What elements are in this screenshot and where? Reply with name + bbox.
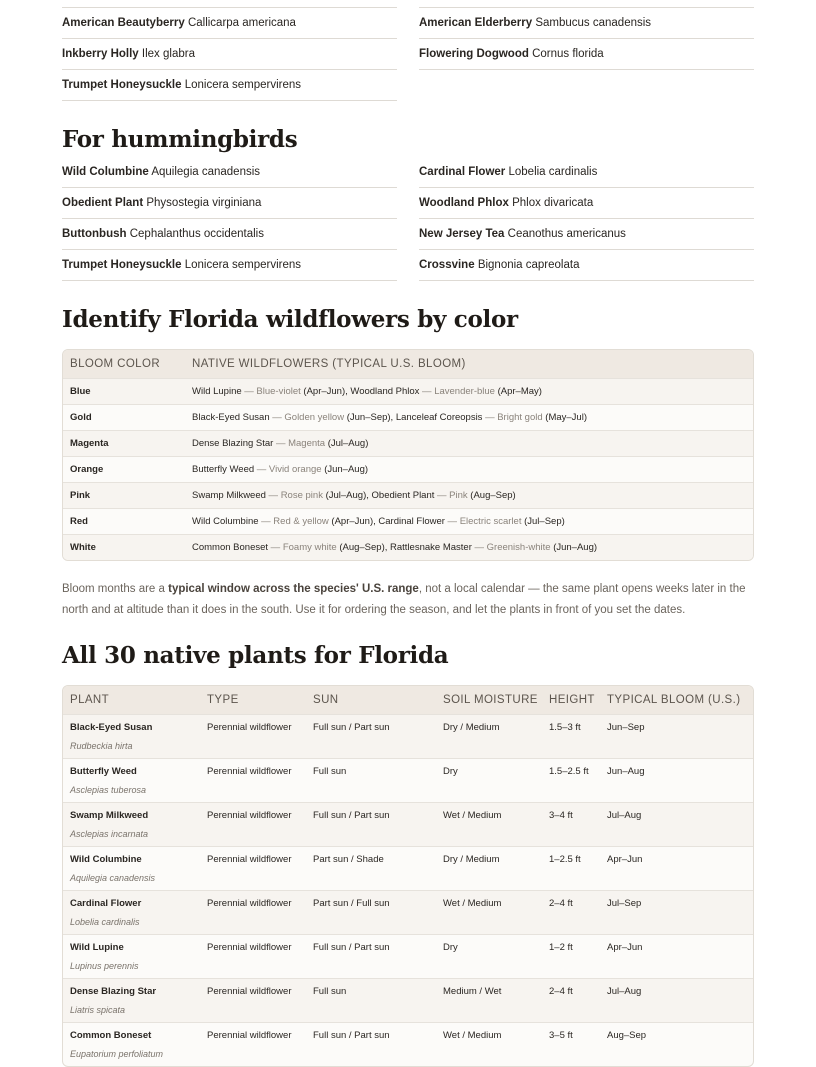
flower-name-and-months: Wild Lupine [192,386,242,397]
plant-common-name: Crossvine [419,259,475,271]
bloom-color-row [63,508,753,534]
plant-cell [63,803,207,846]
flower-name-and-months: (Jun–Aug) [553,542,598,553]
flower-name-and-months: Swamp Milkweed [192,490,266,501]
bloom-color-wildflowers [192,542,753,553]
plant-bloom: Jul–Sep [607,898,642,909]
bloom-color-row [63,404,753,430]
flower-name-and-months: (Apr–May) [497,386,542,397]
flower-color-description: — Bright gold [482,412,546,423]
plant-pair-item [62,157,397,188]
bloom-color-name: Orange [70,464,104,475]
plant-bloom: Jun–Aug [607,766,645,777]
plant-table-row [63,934,753,978]
flower-color-description: — Greenish-white [471,542,554,553]
plant-cell [63,847,207,890]
bloom-color-name: Pink [70,490,91,501]
plant-height: 1–2 ft [549,942,573,953]
plants-header-height: HEIGHT [549,694,595,706]
plants-header-soil-moisture: SOIL MOISTURE [443,694,538,706]
plant-table-row [63,846,753,890]
flower-name-and-months: (Apr–Jun), Woodland Phlox [303,386,420,397]
plant-sun: Full sun / Part sun [313,1030,390,1041]
flower-name-and-months: Butterfly Weed [192,464,255,475]
plant-scientific-name: Liatris spicata [70,1005,126,1015]
flower-name-and-months: (Jul–Sep) [524,516,565,527]
bloom-color-row [63,430,753,456]
plant-cell [63,759,207,802]
flower-color-description: — Magenta [273,438,328,449]
bloom-color-wildflowers [192,438,753,449]
plant-common-name: Cardinal Flower [419,166,506,178]
plant-sun: Full sun / Part sun [313,722,390,733]
plant-scientific-name: Lonicera sempervirens [184,79,302,91]
flower-color-description: — Vivid orange [254,464,325,475]
plant-pair-item [419,157,754,188]
plant-pair-item [419,219,754,250]
plant-pair-item [419,250,754,281]
flower-color-description: — Rose pink [265,490,326,501]
plant-sun: Full sun / Part sun [313,810,390,821]
plant-scientific-name: Cornus florida [532,48,604,60]
hummingbirds-heading: For hummingbirds [62,126,298,153]
plant-soil-moisture: Wet / Medium [443,810,502,821]
bloom-color-wildflowers [192,412,753,423]
plant-bloom: Jun–Sep [607,722,645,733]
plants-header-sun: SUN [313,694,339,706]
bloom-color-wildflowers [192,464,753,475]
plant-height: 3–4 ft [549,810,573,821]
plant-soil-moisture: Dry / Medium [443,722,500,733]
plant-scientific-name: Ilex glabra [141,48,195,60]
plant-common-name: Buttonbush [62,228,127,240]
plant-scientific-name: Sambucus canadensis [535,17,652,29]
flower-color-description: — Red & yellow [258,516,332,527]
note-text-bold: typical window across the species' U.S. range [168,583,419,595]
plant-pair-item [419,0,754,8]
bloom-color-wildflowers [192,490,753,501]
plant-common-name: Flowering Dogwood [419,48,529,60]
bloom-color-wildflowers [192,386,753,397]
plant-scientific-name: Lonicera sempervirens [184,259,302,271]
plant-pair-item [419,39,754,70]
plant-scientific-name: Physostegia virginiana [146,197,262,209]
plant-table-row [63,714,753,758]
plant-soil-moisture: Medium / Wet [443,986,502,997]
flower-name-and-months: (Aug–Sep), Rattlesnake Master [339,542,472,553]
plant-scientific-name: Callicarpa americana [187,17,296,29]
plant-sun: Full sun [313,766,347,777]
plant-common-name: Trumpet Honeysuckle [62,259,182,271]
plant-type: Perennial wildflower [207,1030,292,1041]
plant-type: Perennial wildflower [207,942,292,953]
plant-sun: Full sun / Part sun [313,942,390,953]
plant-bloom: Jul–Aug [607,986,642,997]
plant-height: 1.5–2.5 ft [549,766,589,777]
plant-scientific-name: Phlox divaricata [512,197,594,209]
plant-soil-moisture: Dry [443,766,458,777]
note-text-after: , not a local calendar — the same plant opens weeks later in the north and at altitude than it does in the south. Use it for ordering the season, and let the plants in front of you set the dates. [62,583,746,616]
flower-name-and-months: Black-Eyed Susan [192,412,270,423]
plants-header-plant: PLANT [70,694,110,706]
bloom-color-name: Red [70,516,88,527]
bloom-color-table-header [63,350,753,378]
bloom-color-table [62,349,754,561]
flower-name-and-months: (Aug–Sep) [470,490,516,501]
top-left-column [62,0,397,101]
header-bloom-color: BLOOM COLOR [70,358,161,370]
plant-pair-item [62,250,397,281]
plant-bloom: Apr–Jun [607,854,643,865]
plant-cell [63,935,207,978]
plant-height: 3–5 ft [549,1030,573,1041]
plant-pair-item [62,39,397,70]
plant-common-name: Wild Columbine [70,854,142,865]
plant-table-row [63,758,753,802]
plant-common-name: Wild Columbine [62,166,149,178]
top-plant-pairs [62,0,754,101]
plant-common-name: Common Boneset [70,1030,152,1041]
plant-common-name: Cardinal Flower [70,898,142,909]
plant-common-name: Obedient Plant [62,197,144,209]
flower-name-and-months: (Jun–Aug) [324,464,369,475]
plant-scientific-name: Aquilegia canadensis [151,166,261,178]
plant-pair-item [62,70,397,101]
plants-table [62,685,754,1067]
top-right-column [419,0,754,101]
bloom-color-wildflowers [192,516,753,527]
plant-common-name: Butterfly Weed [70,766,137,777]
plant-height: 1.5–3 ft [549,722,581,733]
flower-color-description: — Pink [434,490,471,501]
plant-cell [63,979,207,1022]
header-native-wildflowers: NATIVE WILDFLOWERS (TYPICAL U.S. BLOOM) [192,358,466,370]
plant-scientific-name: Rudbeckia hirta [70,741,133,751]
plant-scientific-name: Ceanothus americanus [507,228,626,240]
plant-soil-moisture: Wet / Medium [443,898,502,909]
plant-height: 2–4 ft [549,986,573,997]
plant-height: 2–4 ft [549,898,573,909]
plant-common-name: Woodland Phlox [419,197,509,209]
flower-name-and-months: Common Boneset [192,542,269,553]
bloom-color-name: Gold [70,412,92,423]
plant-type: Perennial wildflower [207,722,292,733]
plant-common-name: American Elderberry [419,17,533,29]
plant-type: Perennial wildflower [207,810,292,821]
flower-name-and-months: (Jul–Aug) [327,438,369,449]
plant-soil-moisture: Dry / Medium [443,854,500,865]
plant-pair-item [62,219,397,250]
plant-pair-item [62,188,397,219]
flower-name-and-months: (Jul–Aug), Obedient Plant [325,490,435,501]
plant-common-name: American Beautyberry [62,17,185,29]
note-text-before: Bloom months are a [62,583,169,595]
color-section-heading: Identify Florida wildflowers by color [62,306,518,333]
plant-common-name: Swamp Milkweed [70,810,149,821]
plant-table-row [63,802,753,846]
plant-common-name: Wild Lupine [70,942,124,953]
bloom-note [62,579,754,621]
plant-type: Perennial wildflower [207,898,292,909]
plant-scientific-name: Eupatorium perfoliatum [70,1049,164,1059]
plant-scientific-name: Lupinus perennis [70,961,139,971]
plant-cell [63,715,207,758]
plant-cell [63,1023,207,1066]
plant-common-name: Black-Eyed Susan [70,722,153,733]
flower-color-description: — Foamy white [268,542,340,553]
plant-sun: Part sun / Full sun [313,898,390,909]
flower-name-and-months: Wild Columbine [192,516,259,527]
plant-common-name: Dense Blazing Star [70,986,157,997]
plant-bloom: Aug–Sep [607,1030,647,1041]
plant-scientific-name: Cephalanthus occidentalis [129,228,264,240]
hummingbird-plant-pairs [62,157,754,281]
plant-sun: Part sun / Shade [313,854,384,865]
plants-section-heading: All 30 native plants for Florida [62,642,449,669]
bloom-color-name: Blue [70,386,91,397]
plant-scientific-name: Asclepias incarnata [70,829,149,839]
plant-type: Perennial wildflower [207,854,292,865]
flower-color-description: — Lavender-blue [419,386,498,397]
plant-scientific-name: Bignonia capreolata [477,259,580,271]
plant-bloom: Jul–Aug [607,810,642,821]
flower-color-description: — Blue-violet [241,386,304,397]
plants-table-header [63,686,753,714]
bloom-color-name: White [70,542,96,553]
bloom-color-row [63,482,753,508]
flower-color-description: — Golden yellow [269,412,347,423]
plant-common-name: New Jersey Tea [419,228,505,240]
plant-pair-item [62,0,397,8]
plant-table-row [63,978,753,1022]
plant-pair-item [419,8,754,39]
plant-type: Perennial wildflower [207,766,292,777]
flower-name-and-months: (Apr–Jun), Cardinal Flower [331,516,445,527]
flower-color-description: — Electric scarlet [444,516,525,527]
plant-sun: Full sun [313,986,347,997]
page-content [62,0,754,1067]
flower-name-and-months: (May–Jul) [545,412,587,423]
hummingbird-left-column [62,157,397,281]
plant-scientific-name: Lobelia cardinalis [508,166,598,178]
plant-type: Perennial wildflower [207,986,292,997]
plant-pair-item [62,8,397,39]
bloom-color-row [63,534,753,560]
bloom-color-row [63,378,753,404]
flower-name-and-months: (Jun–Sep), Lanceleaf Coreopsis [346,412,483,423]
plant-pair-item [419,188,754,219]
hummingbird-right-column [419,157,754,281]
plant-scientific-name: Aquilegia canadensis [70,873,156,883]
plant-height: 1–2.5 ft [549,854,581,865]
plants-header-type: TYPE [207,694,239,706]
plant-common-name: Inkberry Holly [62,48,139,60]
plant-cell [63,891,207,934]
plant-scientific-name: Asclepias tuberosa [70,785,147,795]
plant-table-row [63,890,753,934]
plant-soil-moisture: Dry [443,942,458,953]
bloom-color-name: Magenta [70,438,109,449]
plant-scientific-name: Lobelia cardinalis [70,917,140,927]
plant-soil-moisture: Wet / Medium [443,1030,502,1041]
plant-common-name: Trumpet Honeysuckle [62,79,182,91]
bloom-color-row [63,456,753,482]
flower-name-and-months: Dense Blazing Star [192,438,274,449]
plant-bloom: Apr–Jun [607,942,643,953]
plant-table-row [63,1022,753,1066]
plants-header-typical-bloom-u-s: TYPICAL BLOOM (U.S.) [607,694,741,706]
